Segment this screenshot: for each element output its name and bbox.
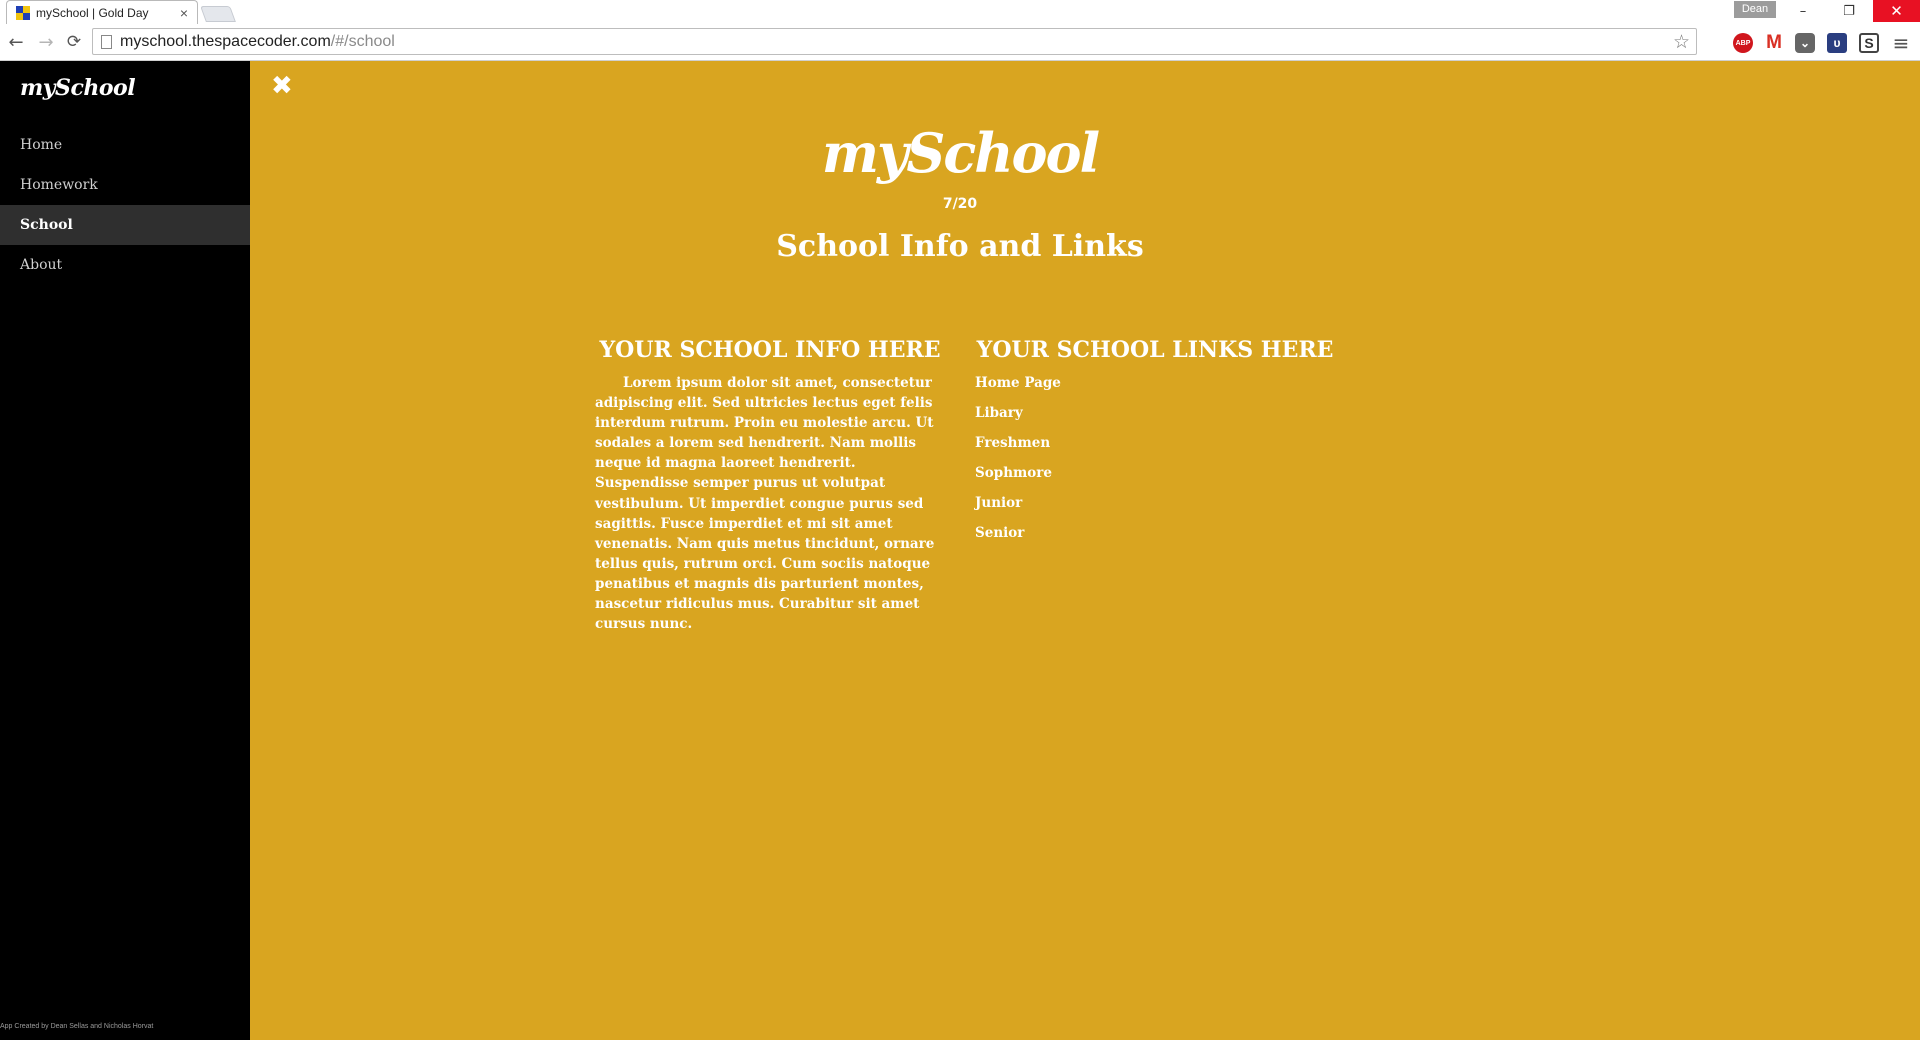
main-logo: mySchool: [821, 121, 1099, 185]
browser-tab[interactable]: [6, 0, 198, 25]
close-window-button[interactable]: ✕: [1873, 0, 1920, 22]
sidebar-credits: App Created by Dean Sellas and Nicholas Horvat: [0, 1023, 154, 1030]
sidebar: [0, 61, 250, 1040]
s-extension-icon[interactable]: S: [1859, 33, 1879, 53]
adblock-extension-icon[interactable]: ABP: [1733, 33, 1753, 53]
link-junior[interactable]: Junior: [975, 495, 1023, 511]
sidebar-nav: [0, 125, 250, 285]
date-label: 7/20: [942, 196, 978, 212]
tab-title: mySchool | Gold Day: [36, 6, 149, 20]
main-content: [250, 61, 1920, 1040]
restore-button[interactable]: ❐: [1843, 3, 1855, 19]
back-arrow-icon[interactable]: ←: [8, 31, 24, 53]
forward-arrow-icon[interactable]: →: [38, 31, 54, 53]
sidebar-item-home[interactable]: Home: [20, 137, 63, 153]
page-title: School Info and Links: [776, 229, 1144, 264]
link-freshmen[interactable]: Freshmen: [975, 435, 1051, 451]
favicon-icon: [16, 6, 30, 20]
page: [0, 61, 1920, 1040]
new-tab-button[interactable]: [200, 6, 236, 22]
browser-titlebar: [0, 0, 1920, 24]
school-links-list: [975, 373, 1335, 553]
url-path: /#/school: [330, 32, 395, 50]
hamburger-menu-icon[interactable]: ≡: [1892, 31, 1910, 55]
browser-toolbar: [0, 24, 1920, 61]
bookmark-star-icon[interactable]: ☆: [1672, 31, 1690, 53]
link-home-page[interactable]: Home Page: [975, 375, 1061, 391]
sidebar-brand[interactable]: mySchool: [20, 75, 136, 101]
school-links-section: [975, 337, 1335, 553]
address-bar[interactable]: [92, 28, 1697, 55]
tab-close-icon[interactable]: ×: [179, 5, 189, 21]
link-senior[interactable]: Senior: [975, 525, 1025, 541]
school-info-title: YOUR SCHOOL INFO HERE: [599, 337, 941, 363]
close-sidebar-icon[interactable]: ✖: [271, 71, 293, 101]
school-info-section: [595, 337, 945, 634]
minimize-button[interactable]: –: [1799, 3, 1807, 19]
sidebar-item-about[interactable]: About: [20, 257, 63, 273]
profile-button[interactable]: Dean: [1734, 1, 1776, 18]
reload-icon[interactable]: ⟳: [66, 32, 82, 52]
pocket-extension-icon[interactable]: ⌄: [1795, 33, 1815, 53]
school-info-text: Lorem ipsum dolor sit amet, consectetur adipiscing elit. Sed ultricies lectus eget felis interdum rutrum. Proin eu molestie arcu. Ut sodales a lorem sed hendrerit. Nam mollis neque id magna laoreet hendrerit. Suspendisse semper purus ut volutpat vestibulum. Ut imperdiet congue purus sed sagittis. Fusce imperdiet et mi sit amet venenatis. Nam quis metus tincidunt, ornare tellus quis, rutrum orci. Cum sociis natoque penatibus et magnis dis parturient montes, nascetur ridiculus mus. Curabitur sit amet cursus nunc.: [595, 375, 935, 633]
gmail-extension-icon[interactable]: M: [1766, 32, 1782, 53]
sidebar-item-homework[interactable]: Homework: [20, 177, 98, 193]
link-libary[interactable]: Libary: [975, 405, 1023, 421]
school-links-title: YOUR SCHOOL LINKS HERE: [976, 337, 1334, 363]
sidebar-item-school[interactable]: School: [0, 205, 250, 245]
url-host: myschool.thespacecoder.com: [120, 32, 331, 50]
page-icon: [101, 35, 112, 49]
ublock-extension-icon[interactable]: υ: [1827, 33, 1847, 53]
link-sophmore[interactable]: Sophmore: [975, 465, 1052, 481]
